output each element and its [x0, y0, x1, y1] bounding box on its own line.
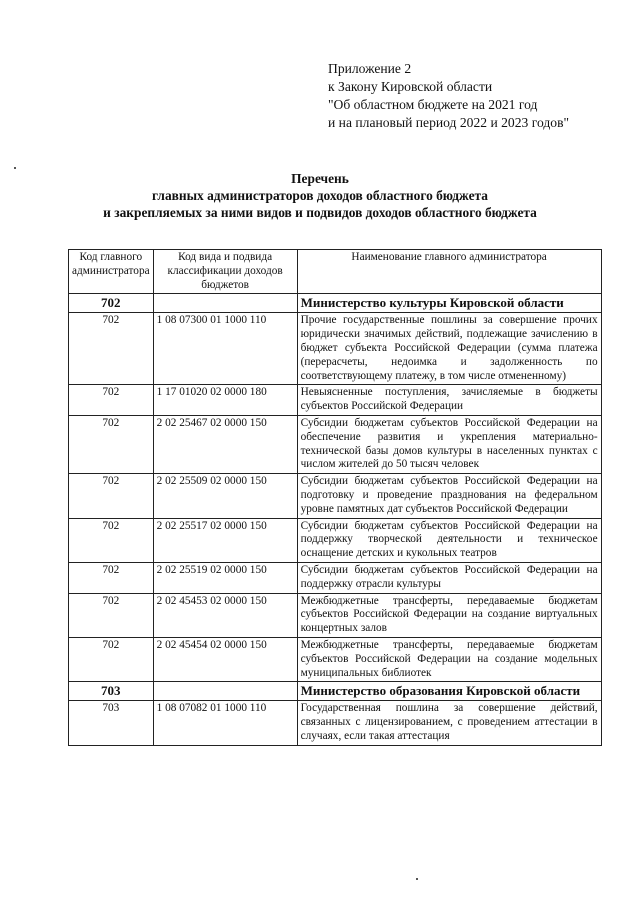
- appendix-line: Приложение 2: [328, 61, 412, 76]
- admin-code-cell: 702: [69, 518, 154, 562]
- admin-code-cell: 702: [69, 294, 154, 313]
- revenue-code-cell: [153, 294, 297, 313]
- table-row: [69, 701, 602, 745]
- revenue-code-cell: [153, 682, 297, 701]
- revenue-code-cell: 2 02 45454 02 0000 150: [153, 637, 297, 681]
- table-row: [69, 518, 602, 562]
- table-row: [69, 313, 602, 385]
- admin-code-cell: 703: [69, 682, 154, 701]
- document-title: [0, 170, 640, 221]
- admin-name-cell: Субсидии бюджетам субъектов Российской Федерации на поддержку творческой деятельности и техническое оснащение детских и кукольных театров: [297, 518, 601, 562]
- admin-code-cell: 702: [69, 385, 154, 416]
- header-admin-code: Код главного администратора: [69, 250, 154, 294]
- revenue-code-cell: 2 02 25517 02 0000 150: [153, 518, 297, 562]
- admin-code-cell: 702: [69, 415, 154, 473]
- scan-speck: [416, 878, 418, 880]
- revenue-administrators-table: [68, 249, 602, 746]
- admin-code-cell: 702: [69, 474, 154, 518]
- table-row: [69, 474, 602, 518]
- revenue-code-cell: 1 08 07082 01 1000 110: [153, 701, 297, 745]
- admin-name-cell: Министерство культуры Кировской области: [297, 294, 601, 313]
- title-line: главных администраторов доходов областного бюджета: [152, 188, 488, 203]
- table-row: [69, 385, 602, 416]
- table-row: [69, 593, 602, 637]
- admin-name-cell: Субсидии бюджетам субъектов Российской Федерации на поддержку отрасли культуры: [297, 562, 601, 593]
- admin-name-cell: Прочие государственные пошлины за совершение прочих юридически значимых действий, подлежащие зачислению в бюджет субъекта Российской Федерации (сумма платежа (перерасчеты, недоимка и задолженность по соответствующему платежу, в том числе отмененному): [297, 313, 601, 385]
- table-body: [69, 294, 602, 745]
- table-row: [69, 415, 602, 473]
- admin-code-cell: 702: [69, 313, 154, 385]
- scan-speck: [14, 167, 16, 169]
- table-header-row: [69, 250, 602, 294]
- appendix-line: "Об областном бюджете на 2021 год: [328, 97, 538, 112]
- table-group-row: [69, 294, 602, 313]
- admin-code-cell: 702: [69, 637, 154, 681]
- revenue-code-cell: 1 08 07300 01 1000 110: [153, 313, 297, 385]
- header-admin-name: Наименование главного администратора: [297, 250, 601, 294]
- title-line: и закрепляемых за ними видов и подвидов доходов областного бюджета: [103, 205, 537, 220]
- revenue-code-cell: 1 17 01020 02 0000 180: [153, 385, 297, 416]
- table-group-row: [69, 682, 602, 701]
- appendix-line: и на плановый период 2022 и 2023 годов": [328, 115, 570, 130]
- admin-name-cell: Невыясненные поступления, зачисляемые в бюджеты субъектов Российской Федерации: [297, 385, 601, 416]
- title-line: Перечень: [291, 171, 349, 186]
- admin-code-cell: 702: [69, 562, 154, 593]
- admin-name-cell: Субсидии бюджетам субъектов Российской Федерации на подготовку и проведение празднования на федеральном уровне памятных дат субъектов Российской Федерации: [297, 474, 601, 518]
- admin-code-cell: 702: [69, 593, 154, 637]
- admin-name-cell: Межбюджетные трансферты, передаваемые бюджетам субъектов Российской Федерации на создание виртуальных концертных залов: [297, 593, 601, 637]
- admin-name-cell: Межбюджетные трансферты, передаваемые бюджетам субъектов Российской Федерации на создание модельных муниципальных библиотек: [297, 637, 601, 681]
- admin-name-cell: Государственная пошлина за совершение действий, связанных с лицензированием, с проведением аттестации в случаях, если такая аттестация: [297, 701, 601, 745]
- appendix-line: к Закону Кировской области: [328, 79, 493, 94]
- header-revenue-code: Код вида и подвида классификации доходов бюджетов: [153, 250, 297, 294]
- table-row: [69, 562, 602, 593]
- admin-name-cell: Министерство образования Кировской области: [297, 682, 601, 701]
- revenue-code-cell: 2 02 25509 02 0000 150: [153, 474, 297, 518]
- appendix-note: [328, 60, 569, 132]
- admin-code-cell: 703: [69, 701, 154, 745]
- revenue-code-cell: 2 02 45453 02 0000 150: [153, 593, 297, 637]
- revenue-code-cell: 2 02 25467 02 0000 150: [153, 415, 297, 473]
- table-row: [69, 637, 602, 681]
- revenue-code-cell: 2 02 25519 02 0000 150: [153, 562, 297, 593]
- admin-name-cell: Субсидии бюджетам субъектов Российской Федерации на обеспечение развития и укрепления материально-технической базы домов культуры в населенных пунктах с числом жителей до 50 тысяч человек: [297, 415, 601, 473]
